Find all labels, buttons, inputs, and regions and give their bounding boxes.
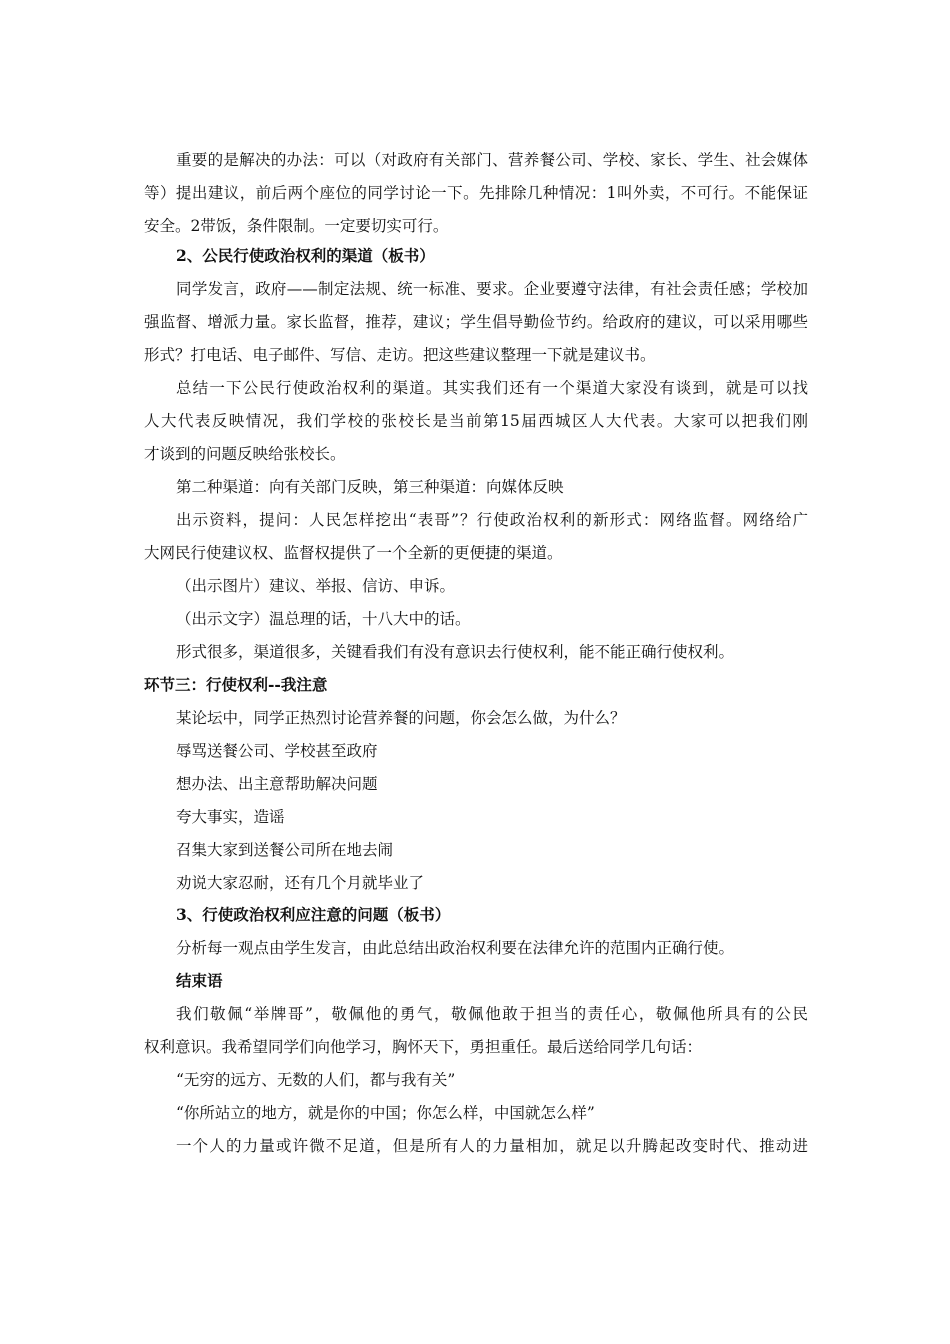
paragraph-line: 总结一下公民行使政治权利的渠道。其实我们还有一个渠道大家没有谈到，就是可以找 xyxy=(176,379,808,397)
paragraph-line: 才谈到的问题反映给张校长。 xyxy=(144,445,346,463)
paragraph-line: 强监督、增派力量。家长监督，推荐，建议；学生倡导勤俭节约。给政府的建议，可以采用哪些 xyxy=(144,313,808,331)
list-item: 召集大家到送餐公司所在地去闹 xyxy=(176,841,394,859)
section-heading: 3、行使政治权利应注意的问题（板书） xyxy=(176,905,451,924)
paragraph-line: 大网民行使建议权、监督权提供了一个全新的更便捷的渠道。 xyxy=(144,544,563,562)
quote-line: “你所站立的地方，就是你的中国；你怎么样，中国就怎么样” xyxy=(176,1104,595,1122)
paragraph-line: （出示文字）温总理的话，十八大中的话。 xyxy=(176,610,471,628)
list-item: 劝说大家忍耐，还有几个月就毕业了 xyxy=(176,874,425,892)
quote-line: “无穷的远方、无数的人们，都与我有关” xyxy=(176,1071,456,1089)
paragraph-line: 形式？打电话、电子邮件、写信、走访。把这些建议整理一下就是建议书。 xyxy=(144,346,656,364)
paragraph-line: 某论坛中，同学正热烈讨论营养餐的问题，你会怎么做，为什么？ xyxy=(176,709,626,727)
section-heading: 结束语 xyxy=(176,971,223,990)
paragraph-line: 第二种渠道：向有关部门反映，第三种渠道：向媒体反映 xyxy=(176,478,564,496)
paragraph-line: 出示资料，提问：人民怎样挖出“表哥”？行使政治权利的新形式：网络监督。网络给广 xyxy=(176,511,808,529)
list-item: 夸大事实，造谣 xyxy=(176,808,285,826)
paragraph-line: 一个人的力量或许微不足道，但是所有人的力量相加，就足以升腾起改变时代、推动进 xyxy=(176,1137,808,1155)
paragraph-line: 同学发言，政府——制定法规、统一标准、要求。企业要遵守法律，有社会责任感；学校加 xyxy=(176,280,808,298)
paragraph-line: 权利意识。我希望同学们向他学习，胸怀天下，勇担重任。最后送给同学几句话： xyxy=(144,1038,703,1056)
paragraph-line: 我们敬佩“举牌哥”，敬佩他的勇气，敬佩他敢于担当的责任心，敬佩他所具有的公民 xyxy=(176,1005,808,1023)
section-heading: 环节三：行使权利--我注意 xyxy=(144,675,328,694)
paragraph-line: 人大代表反映情况，我们学校的张校长是当前第15届西城区人大代表。大家可以把我们刚 xyxy=(144,412,808,430)
list-item: 想办法、出主意帮助解决问题 xyxy=(176,775,378,793)
paragraph-line: 形式很多，渠道很多，关键看我们有没有意识去行使权利，能不能正确行使权利。 xyxy=(176,643,735,661)
section-heading: 2、公民行使政治权利的渠道（板书） xyxy=(176,246,435,265)
paragraph-line: 安全。2带饭，条件限制。一定要切实可行。 xyxy=(144,217,449,235)
paragraph-line: 重要的是解决的办法：可以（对政府有关部门、营养餐公司、学校、家长、学生、社会媒体 xyxy=(176,151,808,169)
paragraph-line: （出示图片）建议、举报、信访、申诉。 xyxy=(176,577,456,595)
paragraph-line: 等）提出建议，前后两个座位的同学讨论一下。先排除几种情况：1叫外卖，不可行。不能保证 xyxy=(144,184,808,202)
list-item: 辱骂送餐公司、学校甚至政府 xyxy=(176,742,378,760)
paragraph-line: 分析每一观点由学生发言，由此总结出政治权利要在法律允许的范围内正确行使。 xyxy=(176,939,735,957)
